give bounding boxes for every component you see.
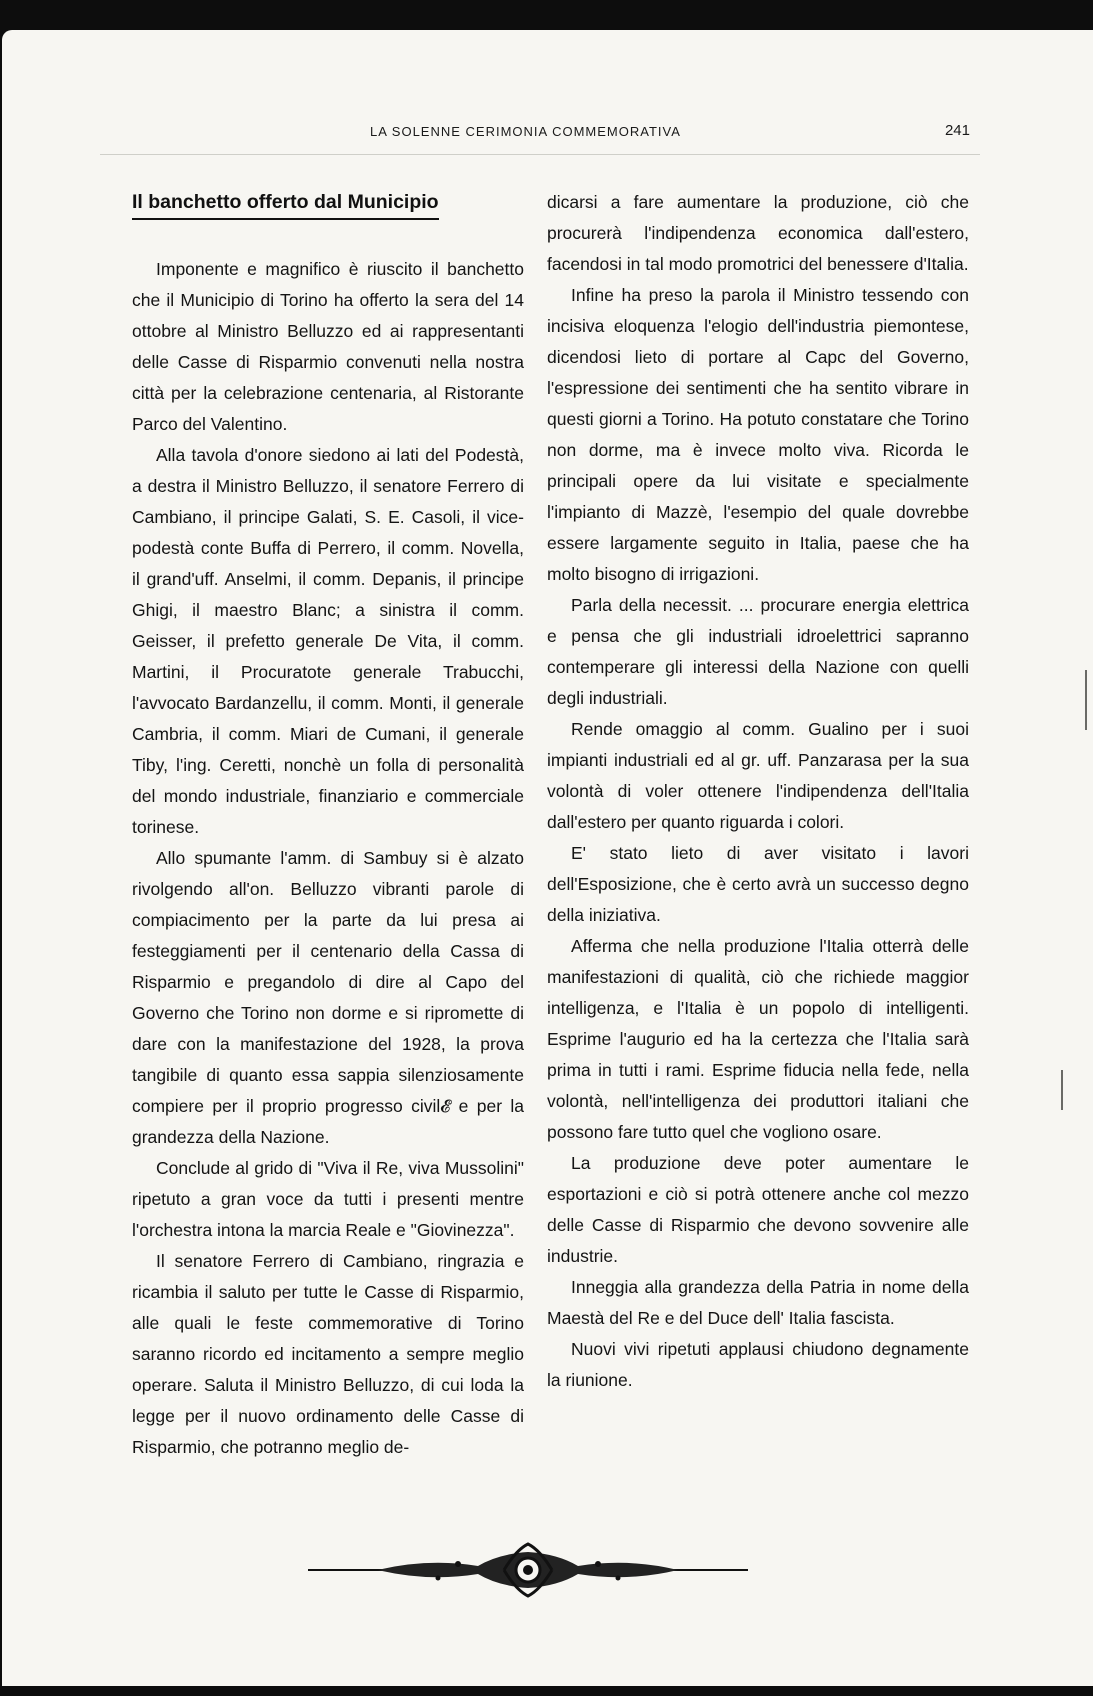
paragraph: Alla tavola d'onore siedono ai lati del Podestà, a destra il Ministro Belluzzo, il senatore Ferrero di Cambiano, il principe Galati, S. E. Casoli, il vice-podestà conte Buffa di Perrero, il comm. Novella, il grand'uff. Anselmi, il comm. Depanis, il principe Ghigi, il maestro Blanc; a sinistra il comm. Geisser, il prefetto generale De Vita, il comm. Martini, il Procuratote generale Trabucchi, l'avvocato Bardanzellu, il comm. Monti, il generale Cambria, il comm. Miari de Cumani, il generale Tiby, l'ing. Ceretti, nonchè un folla di personalità del mondo industriale, finanziario e commerciale torinese. bbox=[132, 445, 524, 837]
paragraph-continuation: dicarsi a fare aumentare la produzione, ciò che procurerà l'indipendenza economica dall'estero, facendosi in tal modo promotrici del benessere d'Italia. bbox=[547, 192, 969, 274]
paragraph: La produzione deve poter aumentare le esportazioni e ciò si potrà ottenere anche col mezzo delle Casse di Risparmio che devono sovvenire alle industrie. bbox=[547, 1153, 969, 1266]
paragraph: Rende omaggio al comm. Gualino per i suoi impianti industriali ed al gr. uff. Panzarasa per la sua volontà di voler ottenere l'indipendenza dell'Italia dall'estero per quanto riguarda i colori. bbox=[547, 719, 969, 832]
paragraph: Allo spumante l'amm. di Sambuy si è alzato rivolgendo all'on. Belluzzo vibranti parole di compiacimento per la parte da lui presa ai festeggiamenti per il centenario della Cassa di Risparmio e pregandolo di dire al Capo del Governo che Torino non dorme e si ripromette di dare con la manifestazione del 1928, la prova tangibile di quanto essa sappia silenziosamente compiere per il proprio progresso civil𝓔 e per la grandezza della Nazione. bbox=[132, 848, 524, 1147]
paragraph: E' stato lieto di aver visitato i lavori dell'Esposizione, che è certo avrà un successo degno della iniziativa. bbox=[547, 843, 969, 925]
header-rule bbox=[100, 154, 980, 155]
paragraph: Afferma che nella produzione l'Italia otterrà delle manifestazioni di qualità, ciò che richiede maggior intelligenza, e l'Italia è un popolo di intelligenti. Esprime l'augurio ed ha la certezza che l'Italia sarà prima in tutti i rami. Esprime fiducia nella fede, nella volontà, nell'intelligenza dei produttori italiani che possono fare tutto quel che vogliono osare. bbox=[547, 936, 969, 1142]
paragraph: Parla della necessit. ... procurare energia elettrica e pensa che gli industriali idroelettrici sapranno contemperare gli interessi della Nazione con quelli degli industriali. bbox=[547, 595, 969, 708]
running-title: LA SOLENNE CERIMONIA COMMEMORATIVA bbox=[370, 124, 681, 139]
section-title: Il banchetto offerto dal Municipio bbox=[132, 188, 439, 220]
page-number: 241 bbox=[944, 122, 970, 139]
left-column bbox=[132, 187, 524, 1463]
paragraph: Il senatore Ferrero di Cambiano, ringrazia e ricambia il saluto per tutte le Casse di Risparmio, alle quali le feste commemorative di Torino saranno ricordo ed incitamento a sempre meglio operare. Saluta il Ministro Belluzzo, di cui loda la legge per il nuovo ordinamento delle Casse di Risparmio, che potranno meglio de- bbox=[132, 1251, 524, 1457]
paragraph: Infine ha preso la parola il Ministro tessendo con incisiva eloquenza l'elogio dell'industria piemontese, dicendosi lieto di portare al Capc del Governo, l'espressione dei sentimenti che ha sentito vibrare in questi giorni a Torino. Ha potuto constatare che Torino non dorme, ma è invece molto viva. Ricorda le principali opere da lui visitate e specialmente l'impianto di Mazzè, l'esempio del quale dovrebbe essere largamente seguito in Italia, paese che ha molto bisogno di irrigazioni. bbox=[547, 285, 969, 584]
scan-edge-mark bbox=[1061, 1070, 1063, 1110]
scanned-page bbox=[2, 30, 1093, 1696]
scan-border bbox=[2, 1686, 1093, 1696]
page-header bbox=[90, 120, 970, 144]
right-column bbox=[547, 187, 969, 1396]
paragraph: Nuovi vivi ripetuti applausi chiudono degnamente la riunione. bbox=[547, 1339, 969, 1390]
paragraph: Inneggia alla grandezza della Patria in nome della Maestà del Re e del Duce dell' Italia fascista. bbox=[547, 1277, 969, 1328]
paragraph: Imponente e magnifico è riuscito il banchetto che il Municipio di Torino ha offerto la sera del 14 ottobre al Ministro Belluzzo ed ai rappresentanti delle Casse di Risparmio convenuti nella nostra città per la celebrazione centenaria, al Ristorante Parco del Valentino. bbox=[132, 259, 524, 434]
floral-vignette-icon bbox=[308, 1540, 748, 1600]
scan-edge-mark bbox=[1085, 670, 1087, 730]
paragraph: Conclude al grido di "Viva il Re, viva Mussolini" ripetuto a gran voce da tutti i presenti mentre l'orchestra intona la marcia Reale e "Giovinezza". bbox=[132, 1158, 524, 1240]
